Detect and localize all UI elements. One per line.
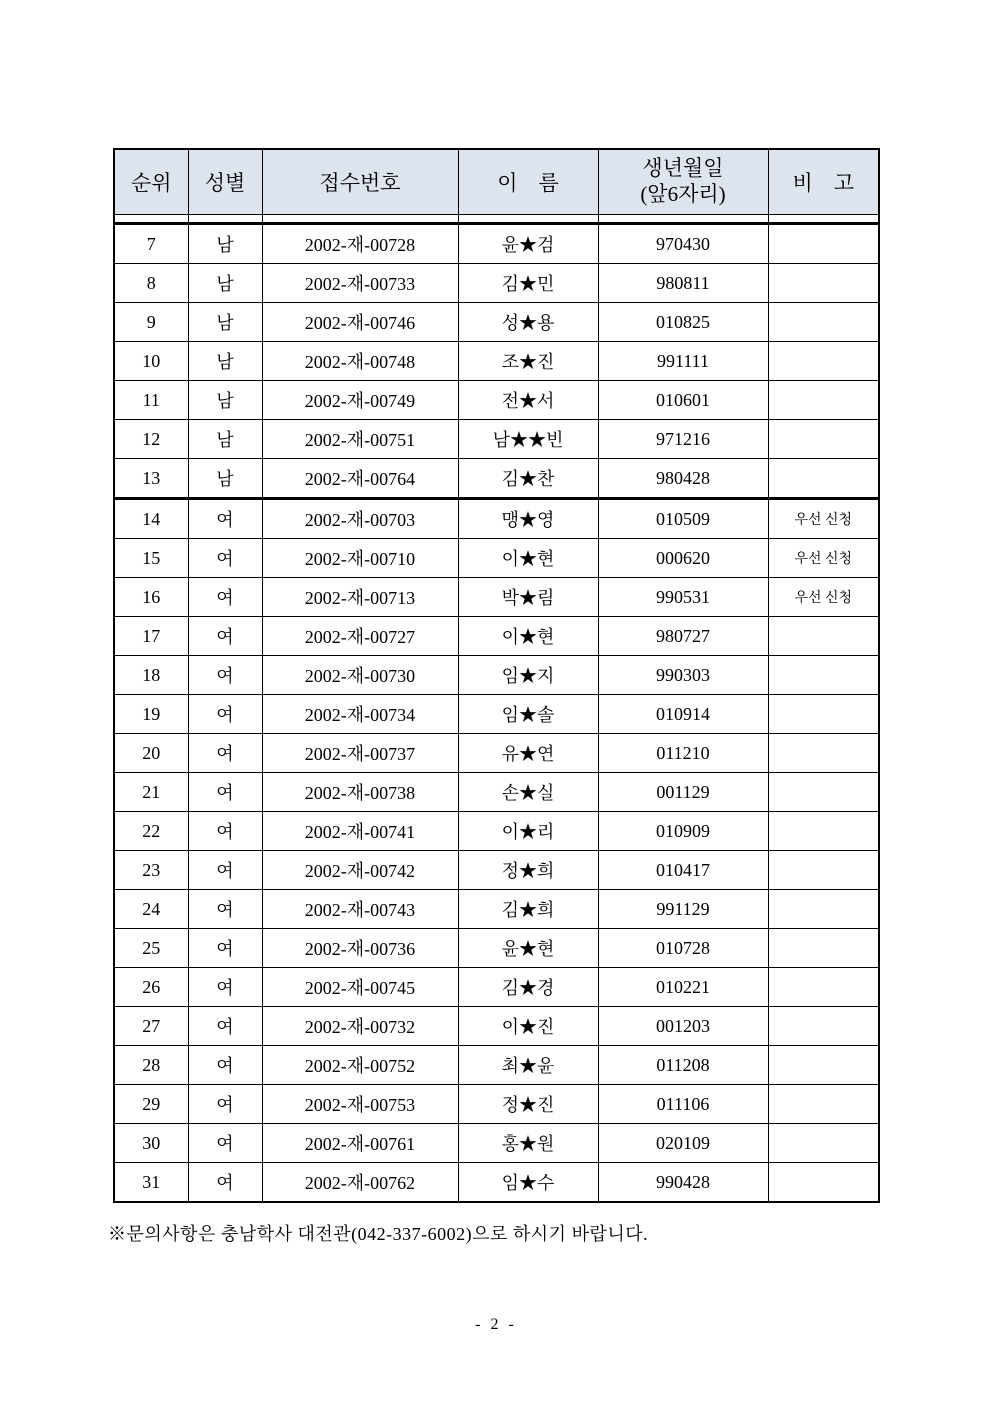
cell-birth: 980811 (598, 264, 768, 303)
cell-note (768, 968, 879, 1007)
cell-birth: 971216 (598, 420, 768, 459)
table-row (114, 224, 879, 264)
cell-note: 우선 신청 (768, 578, 879, 617)
cell-receipt-no: 2002-재-00752 (262, 1046, 458, 1085)
cell-receipt-no: 2002-재-00730 (262, 656, 458, 695)
table-row (114, 617, 879, 656)
column-header-note: 비 고 (768, 149, 879, 215)
cell-receipt-no: 2002-재-00746 (262, 303, 458, 342)
cell-rank: 10 (114, 342, 188, 381)
cell-name: 손★실 (458, 773, 598, 812)
cell-rank: 30 (114, 1124, 188, 1163)
cell-gender: 남 (188, 459, 262, 499)
cell-note: 우선 신청 (768, 539, 879, 578)
cell-note (768, 420, 879, 459)
column-header-gender: 성별 (188, 149, 262, 215)
cell-name: 이★리 (458, 812, 598, 851)
cell-rank: 9 (114, 303, 188, 342)
page-number: - 2 - (475, 1316, 517, 1333)
cell-birth: 010728 (598, 929, 768, 968)
cell-receipt-no: 2002-재-00703 (262, 499, 458, 539)
cell-rank: 27 (114, 1007, 188, 1046)
cell-receipt-no: 2002-재-00728 (262, 224, 458, 264)
cell-receipt-no: 2002-재-00762 (262, 1163, 458, 1203)
table-row (114, 773, 879, 812)
cell-gender: 여 (188, 851, 262, 890)
cell-gender: 여 (188, 695, 262, 734)
table-row (114, 1007, 879, 1046)
cell-name: 홍★원 (458, 1124, 598, 1163)
cell-rank: 20 (114, 734, 188, 773)
cell-gender: 여 (188, 1085, 262, 1124)
table-row (114, 929, 879, 968)
cell-gender: 여 (188, 968, 262, 1007)
cell-receipt-no: 2002-재-00738 (262, 773, 458, 812)
cell-gender: 남 (188, 224, 262, 264)
cell-receipt-no: 2002-재-00742 (262, 851, 458, 890)
cell-receipt-no: 2002-재-00743 (262, 890, 458, 929)
cell-receipt-no: 2002-재-00727 (262, 617, 458, 656)
table-row (114, 656, 879, 695)
cell-rank: 29 (114, 1085, 188, 1124)
table-row (114, 303, 879, 342)
cell-receipt-no: 2002-재-00732 (262, 1007, 458, 1046)
cell-name: 이★현 (458, 539, 598, 578)
cell-gender: 여 (188, 1007, 262, 1046)
cell-receipt-no: 2002-재-00764 (262, 459, 458, 499)
cell-note (768, 1085, 879, 1124)
cell-note (768, 342, 879, 381)
cell-receipt-no: 2002-재-00745 (262, 968, 458, 1007)
cell-birth: 980428 (598, 459, 768, 499)
cell-rank: 24 (114, 890, 188, 929)
cell-birth: 011106 (598, 1085, 768, 1124)
table-row (114, 499, 879, 539)
cell-name: 조★진 (458, 342, 598, 381)
cell-rank: 11 (114, 381, 188, 420)
cell-rank: 7 (114, 224, 188, 264)
table-body (114, 215, 879, 1203)
cell-note (768, 812, 879, 851)
table-row (114, 264, 879, 303)
cell-gender: 여 (188, 1046, 262, 1085)
cell-name: 박★림 (458, 578, 598, 617)
cell-receipt-no: 2002-재-00736 (262, 929, 458, 968)
table-row (114, 1163, 879, 1203)
cell-name: 정★진 (458, 1085, 598, 1124)
table-row (114, 812, 879, 851)
cell-note (768, 1163, 879, 1203)
cell-note (768, 1124, 879, 1163)
cell-rank: 14 (114, 499, 188, 539)
cell-note (768, 381, 879, 420)
cell-name: 남★★빈 (458, 420, 598, 459)
cell-name: 임★수 (458, 1163, 598, 1203)
cell-birth: 010914 (598, 695, 768, 734)
cell-note (768, 303, 879, 342)
cell-gender: 남 (188, 303, 262, 342)
cell-birth: 011210 (598, 734, 768, 773)
table-row (114, 851, 879, 890)
cell-gender: 여 (188, 734, 262, 773)
cell-rank: 12 (114, 420, 188, 459)
column-header-birthdate (598, 149, 768, 215)
table-row (114, 734, 879, 773)
cell-rank: 15 (114, 539, 188, 578)
cell-name: 윤★검 (458, 224, 598, 264)
cell-note (768, 224, 879, 264)
cell-rank: 8 (114, 264, 188, 303)
table-row (114, 459, 879, 499)
cell-gender: 남 (188, 420, 262, 459)
cell-birth: 990303 (598, 656, 768, 695)
column-header-rank: 순위 (114, 149, 188, 215)
cell-note (768, 459, 879, 499)
cell-receipt-no: 2002-재-00751 (262, 420, 458, 459)
cell-gender: 여 (188, 929, 262, 968)
cell-rank: 17 (114, 617, 188, 656)
cell-birth: 011208 (598, 1046, 768, 1085)
cell-name: 정★희 (458, 851, 598, 890)
cell-birth: 001129 (598, 773, 768, 812)
table-row (114, 420, 879, 459)
cell-name: 이★진 (458, 1007, 598, 1046)
cell-gender: 여 (188, 1124, 262, 1163)
column-header-name: 이 름 (458, 149, 598, 215)
cell-receipt-no: 2002-재-00748 (262, 342, 458, 381)
cell-gender: 여 (188, 578, 262, 617)
table-row (114, 1046, 879, 1085)
cell-name: 맹★영 (458, 499, 598, 539)
cell-note (768, 929, 879, 968)
cell-birth: 010909 (598, 812, 768, 851)
table-row (114, 695, 879, 734)
cell-rank: 22 (114, 812, 188, 851)
cell-note: 우선 신청 (768, 499, 879, 539)
cell-rank: 21 (114, 773, 188, 812)
cell-gender: 여 (188, 890, 262, 929)
table-row (114, 968, 879, 1007)
cell-note (768, 264, 879, 303)
cell-name: 최★윤 (458, 1046, 598, 1085)
cell-rank: 16 (114, 578, 188, 617)
cell-note (768, 1007, 879, 1046)
header-divider-row (114, 215, 879, 224)
table-row (114, 539, 879, 578)
cell-rank: 18 (114, 656, 188, 695)
table-header-row (114, 149, 879, 215)
cell-receipt-no: 2002-재-00749 (262, 381, 458, 420)
cell-gender: 남 (188, 264, 262, 303)
cell-receipt-no: 2002-재-00710 (262, 539, 458, 578)
cell-birth: 010825 (598, 303, 768, 342)
cell-name: 윤★현 (458, 929, 598, 968)
cell-gender: 여 (188, 812, 262, 851)
cell-birth: 991111 (598, 342, 768, 381)
cell-name: 이★현 (458, 617, 598, 656)
cell-name: 임★솔 (458, 695, 598, 734)
cell-birth: 970430 (598, 224, 768, 264)
cell-name: 성★용 (458, 303, 598, 342)
cell-rank: 26 (114, 968, 188, 1007)
cell-name: 김★민 (458, 264, 598, 303)
cell-birth: 001203 (598, 1007, 768, 1046)
applicant-roster-table (113, 148, 880, 1203)
table-row (114, 381, 879, 420)
cell-note (768, 890, 879, 929)
cell-receipt-no: 2002-재-00737 (262, 734, 458, 773)
cell-receipt-no: 2002-재-00753 (262, 1085, 458, 1124)
cell-birth: 980727 (598, 617, 768, 656)
birthdate-header-line2: (앞6자리) (640, 182, 726, 206)
cell-rank: 13 (114, 459, 188, 499)
table-row (114, 578, 879, 617)
cell-rank: 31 (114, 1163, 188, 1203)
cell-birth: 991129 (598, 890, 768, 929)
table-row (114, 1085, 879, 1124)
cell-birth: 020109 (598, 1124, 768, 1163)
cell-note (768, 695, 879, 734)
cell-rank: 23 (114, 851, 188, 890)
cell-gender: 남 (188, 342, 262, 381)
cell-gender: 여 (188, 773, 262, 812)
cell-birth: 000620 (598, 539, 768, 578)
cell-gender: 여 (188, 656, 262, 695)
cell-gender: 여 (188, 499, 262, 539)
cell-receipt-no: 2002-재-00734 (262, 695, 458, 734)
cell-name: 전★서 (458, 381, 598, 420)
cell-name: 임★지 (458, 656, 598, 695)
cell-gender: 여 (188, 539, 262, 578)
cell-birth: 010417 (598, 851, 768, 890)
cell-rank: 19 (114, 695, 188, 734)
birthdate-header-line1: 생년월일 (642, 156, 724, 181)
cell-note (768, 851, 879, 890)
cell-rank: 25 (114, 929, 188, 968)
table-row (114, 1124, 879, 1163)
cell-gender: 여 (188, 617, 262, 656)
cell-birth: 010221 (598, 968, 768, 1007)
cell-name: 김★찬 (458, 459, 598, 499)
contact-footnote: ※문의사항은 충남학사 대전관(042-337-6002)으로 하시기 바랍니다. (108, 1224, 649, 1244)
cell-gender: 남 (188, 381, 262, 420)
cell-name: 유★연 (458, 734, 598, 773)
cell-name: 김★경 (458, 968, 598, 1007)
table-row (114, 342, 879, 381)
cell-note (768, 617, 879, 656)
cell-note (768, 734, 879, 773)
cell-gender: 여 (188, 1163, 262, 1203)
cell-rank: 28 (114, 1046, 188, 1085)
cell-receipt-no: 2002-재-00741 (262, 812, 458, 851)
cell-birth: 010601 (598, 381, 768, 420)
cell-name: 김★희 (458, 890, 598, 929)
cell-birth: 990428 (598, 1163, 768, 1203)
cell-receipt-no: 2002-재-00761 (262, 1124, 458, 1163)
cell-birth: 010509 (598, 499, 768, 539)
cell-note (768, 773, 879, 812)
cell-birth: 990531 (598, 578, 768, 617)
cell-receipt-no: 2002-재-00733 (262, 264, 458, 303)
cell-receipt-no: 2002-재-00713 (262, 578, 458, 617)
table-row (114, 890, 879, 929)
cell-note (768, 1046, 879, 1085)
cell-note (768, 656, 879, 695)
column-header-receipt-no: 접수번호 (262, 149, 458, 215)
